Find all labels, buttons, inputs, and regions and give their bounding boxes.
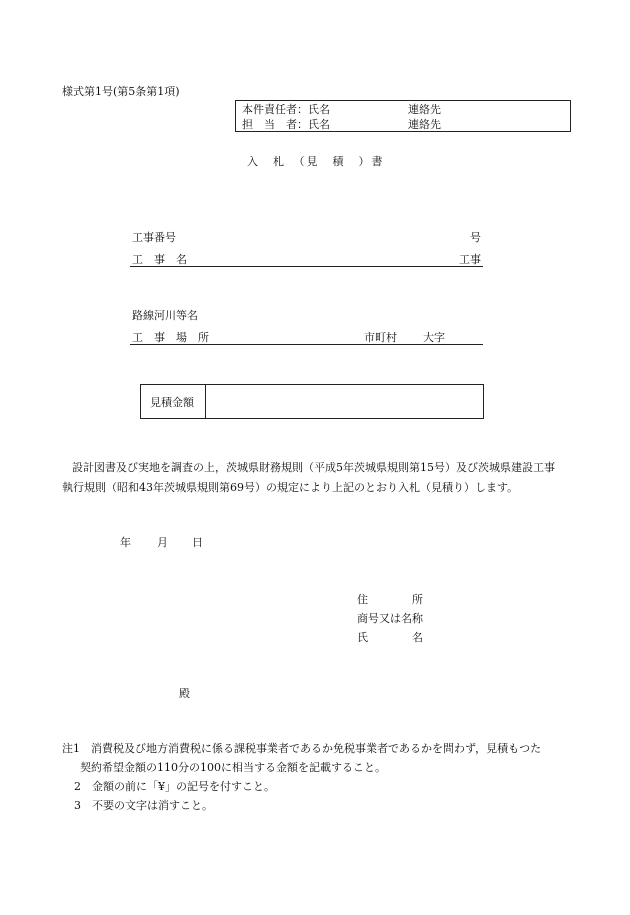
bidder-name-label: 氏 名 <box>357 631 423 644</box>
municipality-label: 市町村 <box>364 331 397 344</box>
bidder-address-label: 住 所 <box>357 593 423 606</box>
work-name-suffix: 工事 <box>459 253 481 266</box>
district-label: 大字 <box>423 331 445 344</box>
note-3: 3 不要の文字は消すこと。 <box>74 799 213 812</box>
statement-line-2: 執行規則（昭和43年茨城県規則第69号）の規定により上記のとおり入札（見積り）します。 <box>62 481 519 494</box>
staff-label: 担 当 者：氏名 <box>242 118 330 131</box>
person-contact-label: 連絡先 <box>408 103 441 116</box>
addressee-suffix: 殿 <box>179 687 190 700</box>
estimate-amount-label: 見積金額 <box>150 396 194 409</box>
person-in-charge-label: 本件責任者：氏名 <box>242 103 330 116</box>
work-location-underline <box>130 344 483 345</box>
note-1-line-2: 契約希望金額の110分の100に相当する金額を記載すること。 <box>80 761 386 774</box>
work-name-underline <box>130 266 483 267</box>
estimate-amount-box <box>140 384 484 419</box>
responsible-person-box <box>235 100 571 132</box>
work-location-label: 工 事 場 所 <box>132 331 209 344</box>
statement-line-1: 設計図書及び実地を調査の上，茨城県財務規則（平成5年茨城県規則第15号）及び茨城県建設工事 <box>72 461 555 474</box>
work-name-label: 工 事 名 <box>132 253 187 266</box>
estimate-amount-field[interactable] <box>206 385 483 418</box>
date-month: 月 <box>157 536 168 549</box>
work-number-suffix: 号 <box>470 231 481 244</box>
staff-contact-label: 連絡先 <box>408 118 441 131</box>
note-1-line-1: 注1 消費税及び地方消費税に係る課税事業者であるか免税事業者であるかを問わず，見積もつた <box>62 742 542 755</box>
date-year: 年 <box>120 536 131 549</box>
work-number-label: 工事番号 <box>132 231 176 244</box>
document-title: 入 札 （見 積 ）書 <box>247 155 385 168</box>
route-river-label: 路線河川等名 <box>132 309 198 322</box>
note-2: 2 金額の前に「¥」の記号を付すこと。 <box>74 780 275 793</box>
form-number: 様式第1号(第5条第1項) <box>62 85 180 98</box>
bidder-trade-name-label: 商号又は名称 <box>357 612 423 625</box>
date-day: 日 <box>192 536 203 549</box>
